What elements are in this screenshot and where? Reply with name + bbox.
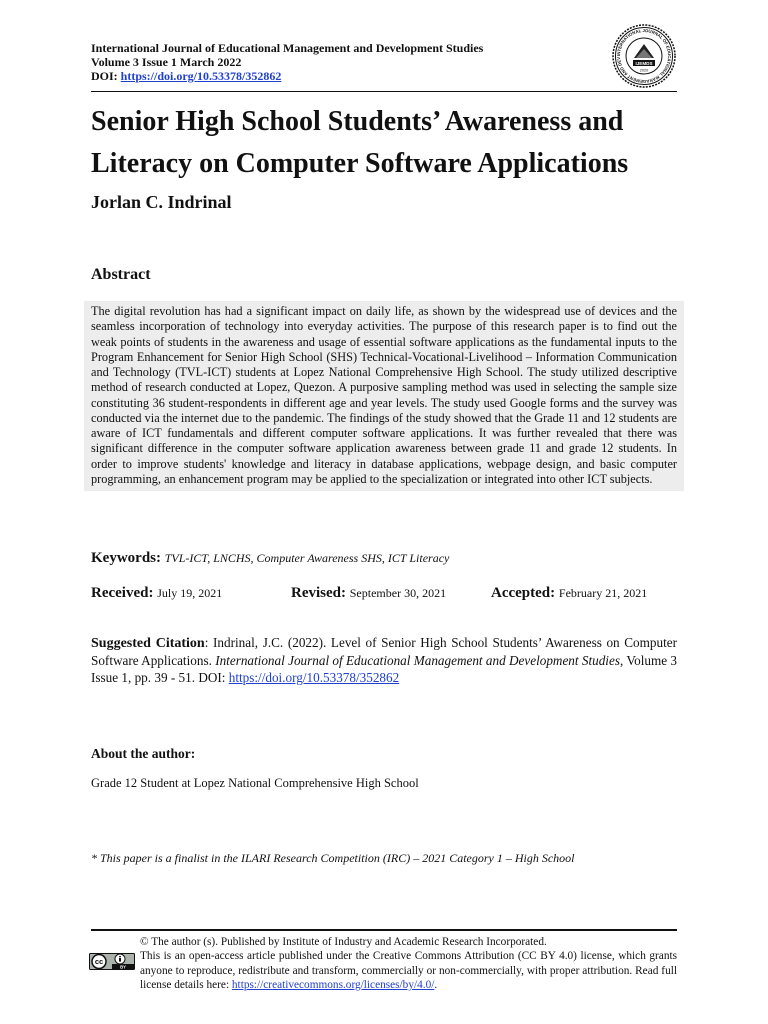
suggested-citation [91,634,677,686]
about-author-text: Grade 12 Student at Lopez National Comprehensive High School [91,776,419,790]
citation-label: Suggested Citation [91,636,205,651]
journal-header [91,41,611,83]
license-link[interactable]: https://creativecommons.org/licenses/by/4.0/ [231,978,435,991]
abstract-box [84,301,684,491]
title-line-2: Literacy on Computer Software Applications [91,148,629,179]
revised-value: September 30, 2021 [349,586,447,600]
abstract-text: The digital revolution has had a significant impact on daily life, as shown by the widespread use of devices and the seamless incorporation of technology into everyday activities. The purpose of this research paper is to find out the weak points of students in the awareness and usage of essential software applications as the fundamental inputs to the Program Enhancement for Senior High School (SHS) Technical-Vocational-Livelihood – Information Communication and Technology (TVL-ICT) students at Lopez National Comprehensive High School. The study utilized descriptive method of research conducted at Lopez, Quezon. A purposive sampling method was used in selecting the sample size constituting 36 student-respondents in different age and year levels. The study used Google forms and the survey was conducted via the internet due to the pandemic. The findings of the study showed that the Grade 11 and 12 students are aware of ICT fundamentals and different computer software applications. It was further revealed that there was significant difference in the computer software application awareness between grade 11 and grade 12 students. In order to improve students' knowledge and literacy in database applications, webpage design, and basic computer programming, an enhancement program may be applied to the specialization or integrated into other ICT subjects. [91,304,677,486]
paper-title [91,101,691,185]
journal-volume: Volume 3 Issue 1 March 2022 [91,55,242,69]
citation-text-after: , Volume 3 Issue 1, pp. 39 - 51. DOI: [91,653,677,685]
journal-doi [91,69,611,83]
license-text-after: . [434,978,438,991]
seal-center-text: IJEMDS [635,60,653,66]
header-divider [91,91,677,92]
citation-journal: International Journal of Educational Management and Development Studies [215,653,620,668]
author-name: Jorlan C. Indrinal [91,192,232,212]
received-label: Received: [91,585,158,601]
cc-badge-text: cc [94,957,104,967]
footer-divider [91,929,677,931]
seal-ring-text: INTERNATIONAL JOURNAL OF EDUCATIONAL MANAGEMENT AND DEV [615,27,673,85]
revised-label: Revised: [291,585,350,601]
revised-date [291,584,446,602]
accepted-date [491,584,647,602]
citation-doi-link[interactable]: https://doi.org/10.53378/352862 [228,670,400,685]
accepted-label: Accepted: [491,585,559,601]
journal-seal-icon [612,24,676,88]
received-date [91,584,222,602]
journal-name: International Journal of Educational Management and Development Studies [91,41,484,55]
seal-year: 2020 [639,68,649,73]
abstract-heading: Abstract [91,266,151,283]
license-notice [140,935,677,992]
license-text-before: This is an open-access article published under the Creative Commons Attribution (CC BY 4.0) license, which grants anyone to reproduce, redistribute and transform, commercially or non-commercially, with proper attribution. Read full license details here: [140,950,677,991]
received-value: July 19, 2021 [157,586,223,600]
finalist-footnote: * This paper is a finalist in the ILARI Research Competition (IRC) – 2021 Category 1 – High School [91,851,575,865]
by-badge-text: BY [120,964,126,970]
doi-label: DOI: [91,69,121,83]
copyright-line: © The author (s). Published by Institute of Industry and Academic Research Incorporated. [140,936,547,948]
keywords-value: TVL-ICT, LNCHS, Computer Awareness SHS, ICT Literacy [164,551,450,565]
title-line-1: Senior High School Students’ Awareness and [91,106,624,137]
keywords [91,549,681,567]
accepted-value: February 21, 2021 [558,586,648,600]
license-text [140,949,677,992]
header-doi-link[interactable]: https://doi.org/10.53378/352862 [120,69,282,83]
citation-colon: : [204,635,214,650]
keywords-label: Keywords: [91,550,165,566]
cc-by-license-icon [89,953,135,970]
citation-text-before: Indrinal, J.C. (2022). Level of Senior High School Students’ Awareness on Computer Software Applications. [91,635,678,668]
about-author-heading: About the author: [91,746,196,761]
